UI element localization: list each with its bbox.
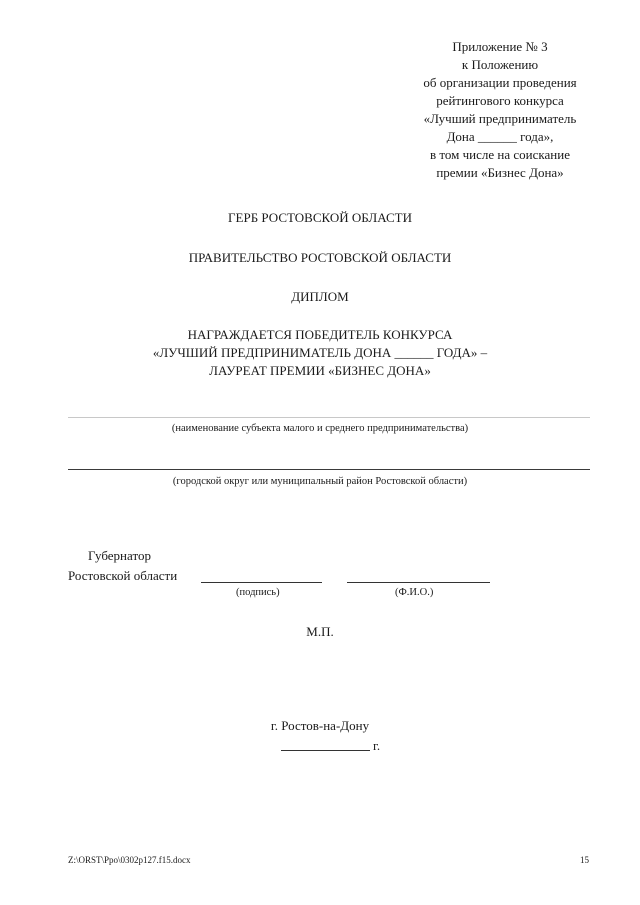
annex-line: к Положению [461,57,539,72]
governor-title: Губернатор [88,548,151,563]
district-caption: (городской округ или муниципальный район Ростовской области) [172,476,468,487]
annex-line: в том числе на соискание [430,147,570,162]
full-name-line [347,582,490,583]
annex-line: премии «Бизнес Дона» [436,165,564,180]
stamp-place: М.П. [306,624,334,639]
entity-name-line [68,417,590,418]
district-line [68,469,590,470]
award-line: «ЛУЧШИЙ ПРЕДПРИНИМАТЕЛЬ ДОНА ______ ГОДА» – [152,345,488,360]
annex-line: рейтингового конкурса [436,93,564,108]
city-name: г. Ростов-на-Дону [270,718,370,733]
annex-line: Дона ______ года», [446,129,554,144]
signature-line [201,582,322,583]
entity-name-caption: (наименование субъекта малого и среднего предпринимательства) [171,423,469,434]
signature-caption: (подпись) [236,587,280,598]
government-heading: ПРАВИТЕЛЬСТВО РОСТОВСКОЙ ОБЛАСТИ [188,250,452,265]
annex-header [380,38,620,182]
award-line: ЛАУРЕАТ ПРЕМИИ «БИЗНЕС ДОНА» [209,363,431,378]
year-line [281,750,370,751]
footer-file-path: Z:\ORST\Ppo\0302p127.f15.docx [68,855,191,865]
full-name-caption: (Ф.И.О.) [395,587,434,598]
annex-line: об организации проведения [423,75,577,90]
governor-region: Ростовской области [68,568,178,583]
year-suffix: г. [373,738,381,753]
diploma-title: ДИПЛОМ [291,289,349,304]
page-number: 15 [580,855,589,865]
annex-line: Приложение № 3 [452,39,548,54]
coat-of-arms-heading: ГЕРБ РОСТОВСКОЙ ОБЛАСТИ [228,210,412,225]
annex-line: «Лучший предприниматель [423,111,577,126]
award-line: НАГРАЖДАЕТСЯ ПОБЕДИТЕЛЬ КОНКУРСА [187,327,453,342]
award-text [0,326,640,380]
